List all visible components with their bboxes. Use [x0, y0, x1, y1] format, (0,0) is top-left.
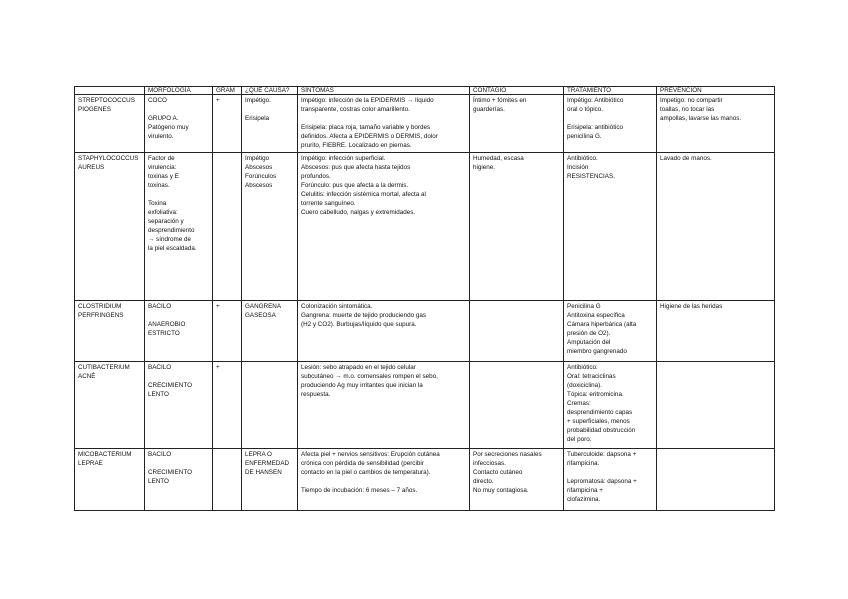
- organism-cell: CUTIBACTERIUM ACNÉ: [75, 362, 145, 449]
- treatment-cell: Tuberculoide: dapsona + rifampicina. Lepromatosa: dapsona + rifampicina + clofazimina.: [564, 449, 657, 511]
- gram-cell: +: [213, 95, 242, 153]
- contagion-cell: [470, 362, 564, 449]
- organism-cell: CLOSTRIDIUM PERFRINGENS: [75, 301, 145, 362]
- contagion-cell: Humedad, escasa higiene.: [470, 153, 564, 301]
- organism-cell: STREPTOCOCCUS PIOGENES: [75, 95, 145, 153]
- microbiology-table: [74, 86, 775, 511]
- header-cell-symptoms: SÍNTOMAS: [298, 87, 470, 95]
- header-cell-organism: [75, 87, 145, 95]
- contagion-cell: Por secreciones nasales infecciosas. Contacto cutáneo directo. No muy contagiosa.: [470, 449, 564, 511]
- table-row: [75, 301, 775, 362]
- treatment-cell: Antibiótico: Oral: tetraciclinas (doxiciclina). Tópica: eritromicina. Cremas: desprendimiento capas + superficiales, menos probabilidad obstrucción del poro.: [564, 362, 657, 449]
- morphology-cell: BACILO CRECIMIENTO LENTO: [145, 449, 213, 511]
- header-cell-morphology: MORFOLOGÍA: [145, 87, 213, 95]
- morphology-cell: Factor de virulencia: toxinas y E toxinas. Toxina exfoliativa: separación y desprendimiento → síndrome de la piel escaldada.: [145, 153, 213, 301]
- table-row: [75, 362, 775, 449]
- causes-cell: Impétigo Abscesos Forúnculos Abscesos: [242, 153, 298, 301]
- header-row: [75, 87, 775, 95]
- symptoms-cell: Colonización sintomática. Gangrena: muerte de tejido produciendo gas (H2 y CO2). Burbujas/líquido que supura.: [298, 301, 470, 362]
- table-row: [75, 449, 775, 511]
- treatment-cell: Antibiótico. Incisión RESISTENCIAS.: [564, 153, 657, 301]
- symptoms-cell: Impétigo: infección de la EPIDERMIS → líquido transparente, costras color amarillento. Erisipela: placa roja, tamaño variable y bordes definidos. Afecta a EPIDERMIS o DERMIS, dolor prurito, FIEBRE. Localizado en piernas.: [298, 95, 470, 153]
- symptoms-cell: Lesión: sebo atrapado en el tejido celular subcutáneo → m.o. comensales rompen el sebo, produciendo Ag muy irritantes que inician la respuesta.: [298, 362, 470, 449]
- header-cell-gram: GRAM: [213, 87, 242, 95]
- organism-cell: STAPHYLOCOCCUS AUREUS: [75, 153, 145, 301]
- gram-cell: [213, 449, 242, 511]
- morphology-cell: BACILO CRECIMIENTO LENTO: [145, 362, 213, 449]
- causes-cell: LEPRA O ENFERMEDAD DE HANSEN: [242, 449, 298, 511]
- gram-cell: +: [213, 362, 242, 449]
- gram-cell: +: [213, 301, 242, 362]
- morphology-cell: COCO GRUPO A. Patógeno muy virulento.: [145, 95, 213, 153]
- prevention-cell: Impetigo: no compartir toallas, no tocar las ampollas, lavarse las manos.: [657, 95, 775, 153]
- table-row: [75, 95, 775, 153]
- header-cell-contagion: CONTAGIO: [470, 87, 564, 95]
- contagion-cell: Íntimo + fómites en guarderías.: [470, 95, 564, 153]
- causes-cell: [242, 362, 298, 449]
- table-row: [75, 153, 775, 301]
- prevention-cell: [657, 449, 775, 511]
- prevention-cell: Lavado de manos.: [657, 153, 775, 301]
- gram-cell: [213, 153, 242, 301]
- contagion-cell: [470, 301, 564, 362]
- header-cell-causes: ¿QUÉ CAUSA?: [242, 87, 298, 95]
- causes-cell: GANGRENA GASEOSA: [242, 301, 298, 362]
- causes-cell: Impétigo. Erisipela: [242, 95, 298, 153]
- symptoms-cell: Impétigo: infección superficial. Abscesos: pus que afecta hasta tejidos profundos. Forúnculo: pus que afecta a la dermis. Celulitis: infección sistémica mortal, afecta al torrente sanguíneo. Cuero cabelludo, nalgas y extremidades.: [298, 153, 470, 301]
- organism-cell: MICOBACTERIUM LEPRAE: [75, 449, 145, 511]
- symptoms-cell: Afecta piel + nervios sensitivos: Erupción cutánea crónica con pérdida de sensibilidad (percibir contacto en la piel o cambios de temperatura). Tiempo de incubación: 6 meses – 7 años.: [298, 449, 470, 511]
- header-cell-treatment: TRATAMIENTO: [564, 87, 657, 95]
- treatment-cell: Penicilina G Antitoxina específica Cámara hiperbárica (alta presión de O2). Amputación del miembro gangrenado: [564, 301, 657, 362]
- prevention-cell: Higiene de las heridas: [657, 301, 775, 362]
- morphology-cell: BACILO ANAEROBIO ESTRICTO: [145, 301, 213, 362]
- treatment-cell: Impétigo: Antibiótico oral o tópico. Erisipela: antibiótico penicilina G.: [564, 95, 657, 153]
- prevention-cell: [657, 362, 775, 449]
- header-cell-prevention: PREVENCIÓN: [657, 87, 775, 95]
